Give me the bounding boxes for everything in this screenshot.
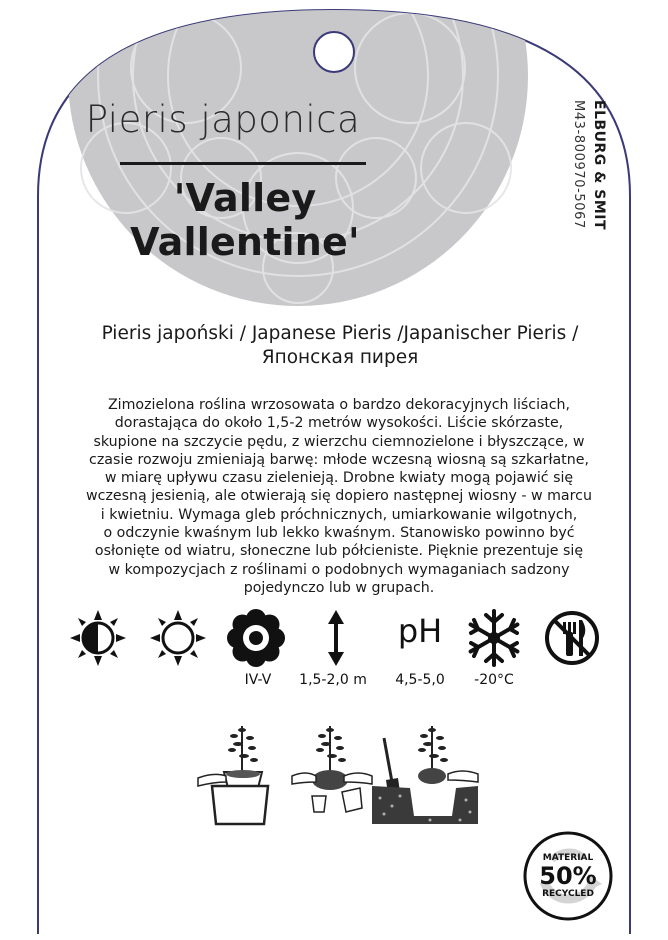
description-line: wczesną jesienią, ale otwierają się dopiero następnej wiosny - w marcu — [86, 488, 592, 505]
description — [70, 396, 608, 597]
height-arrow-icon — [306, 608, 366, 668]
description-line: osłonięte od wiatru, słoneczne lub półcieniste. Pięknie prezentuje się — [94, 543, 584, 560]
flowering-value: IV-V — [244, 672, 272, 688]
botanical-name: Pieris japonica — [85, 98, 361, 141]
planting-step-3-icon — [370, 716, 480, 831]
snowflake-icon — [464, 608, 524, 668]
badge-line-2: 50% — [539, 862, 597, 890]
hang-hole — [314, 32, 354, 72]
description-line: pojedynczo lub w grupach. — [243, 579, 435, 596]
description-line: w kompozycjach z roślinami o podobnych wymaganiach sadzony — [108, 561, 570, 578]
common-names-line-2: Японская пирея — [261, 347, 419, 368]
badge-line-1: MATERIAL — [542, 853, 594, 863]
description-line: czasie rozwoju zmieniają barwę: młode wczesną wiosną są szkarłatne, — [89, 451, 589, 468]
description-line: dorastająca do około 1,5-2 metrów wysokości. Liście skórzaste, — [114, 415, 564, 432]
cultivar-name: 'Valley Vallentine' — [130, 176, 360, 264]
not-edible-icon — [542, 608, 602, 668]
description-line: i kwietniu. Wymaga gleb próchnicznych, umiarkowanie wilgotnych, — [100, 506, 578, 523]
brand-name: ELBURG & SMIT — [591, 100, 607, 231]
product-code: M43-800970-5067 — [571, 100, 586, 229]
recycled-material-badge — [522, 830, 614, 922]
description-line: w miarę upływu czasu zielenieją. Drobne kwiaty mogą pojawić się — [104, 470, 574, 487]
height-value: 1,5-2,0 m — [299, 672, 367, 688]
common-names — [70, 322, 610, 370]
brand-block — [591, 100, 611, 240]
description-line: Zimozielona roślina wrzosowata o bardzo dekoracyjnych liściach, — [107, 397, 571, 413]
ph-icon: pH — [397, 612, 443, 650]
description-line: o odczynie kwaśnym lub lekko kwaśnym. Stanowisko powinno być — [103, 525, 575, 542]
ph-value: 4,5-5,0 — [395, 672, 445, 688]
half-shade-sun-icon — [68, 608, 128, 668]
flower-icon — [226, 608, 286, 668]
description-line: skupione na szczycie pędu, z wierzchu ciemnozielone i błyszczące, w — [93, 433, 585, 450]
planting-step-2-icon — [290, 716, 374, 831]
badge-line-3: RECYCLED — [542, 889, 594, 899]
title-divider — [120, 162, 366, 165]
common-names-line-1: Pieris japoński / Japanese Pieris /Japanischer Pieris / — [101, 323, 579, 344]
planting-step-1-icon — [196, 716, 280, 831]
hardiness-value: -20°C — [474, 672, 514, 688]
full-sun-icon — [148, 608, 208, 668]
